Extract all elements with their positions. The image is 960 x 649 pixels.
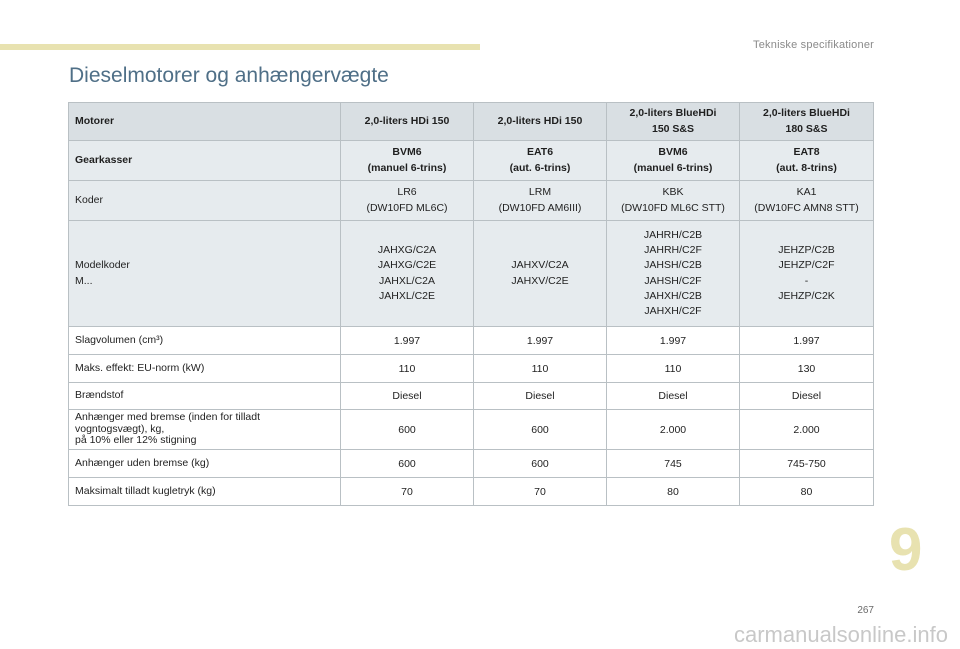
table-row xyxy=(69,327,874,355)
table-cell: Diesel xyxy=(740,383,874,410)
gearbox-row xyxy=(69,141,874,181)
table-cell: BVM6 (manuel 6-trins) xyxy=(341,141,474,181)
table-cell: 2.000 xyxy=(740,410,874,450)
watermark: carmanualsonline.info xyxy=(733,622,948,647)
table-cell: LR6 (DW10FD ML6C) xyxy=(341,181,474,221)
table-row xyxy=(69,383,874,410)
table-cell: 600 xyxy=(474,450,607,478)
header-cell: 2,0-liters HDi 150 xyxy=(341,103,474,141)
row-label: Gearkasser xyxy=(69,141,341,181)
header-label: Motorer xyxy=(69,103,341,141)
table-row xyxy=(69,355,874,383)
table-cell: 110 xyxy=(607,355,740,383)
table-cell: LRM (DW10FD AM6III) xyxy=(474,181,607,221)
table-cell: EAT8 (aut. 8-trins) xyxy=(740,141,874,181)
row-label: Anhænger med bremse (inden for tilladt vogntogsvægt), kg, på 10% eller 12% stigning xyxy=(69,410,341,450)
table-row xyxy=(69,410,874,450)
table-cell: 70 xyxy=(474,478,607,506)
row-label: Slagvolumen (cm³) xyxy=(69,327,341,355)
table-cell: Diesel xyxy=(474,383,607,410)
table-cell: 2.000 xyxy=(607,410,740,450)
table-cell: JAHRH/C2B JAHRH/C2F JAHSH/C2B JAHSH/C2F JAHXH/C2B JAHXH/C2F xyxy=(607,221,740,327)
table-cell: 110 xyxy=(474,355,607,383)
header-cell: 2,0-liters BlueHDi 150 S&S xyxy=(607,103,740,141)
table-cell: BVM6 (manuel 6-trins) xyxy=(607,141,740,181)
table-cell: 1.997 xyxy=(474,327,607,355)
table-cell: 1.997 xyxy=(607,327,740,355)
table-header-row xyxy=(69,103,874,141)
table-cell: 1.997 xyxy=(341,327,474,355)
table-cell: 745 xyxy=(607,450,740,478)
table-cell: JAHXV/C2A JAHXV/C2E xyxy=(474,221,607,327)
table-cell: 110 xyxy=(341,355,474,383)
row-label: Anhænger uden bremse (kg) xyxy=(69,450,341,478)
table-cell: 600 xyxy=(474,410,607,450)
table-cell: 130 xyxy=(740,355,874,383)
table-cell: 600 xyxy=(341,450,474,478)
page-title: Dieselmotorer og anhængervægte xyxy=(69,64,389,87)
table-cell: JAHXG/C2A JAHXG/C2E JAHXL/C2A JAHXL/C2E xyxy=(341,221,474,327)
header-cell: 2,0-liters HDi 150 xyxy=(474,103,607,141)
table-cell: Diesel xyxy=(607,383,740,410)
page-number: 267 xyxy=(857,605,874,616)
row-label: Maks. effekt: EU-norm (kW) xyxy=(69,355,341,383)
row-label: Modelkoder M... xyxy=(69,221,341,327)
header-cell: 2,0-liters BlueHDi 180 S&S xyxy=(740,103,874,141)
table-cell: 600 xyxy=(341,410,474,450)
top-accent-bar xyxy=(0,44,480,50)
table-cell: KBK (DW10FD ML6C STT) xyxy=(607,181,740,221)
table-cell: 80 xyxy=(607,478,740,506)
table-cell: 70 xyxy=(341,478,474,506)
chapter-number: 9 xyxy=(889,516,923,583)
table-cell: JEHZP/C2B JEHZP/C2F - JEHZP/C2K xyxy=(740,221,874,327)
code-row xyxy=(69,181,874,221)
table-cell: EAT6 (aut. 6-trins) xyxy=(474,141,607,181)
table-cell: Diesel xyxy=(341,383,474,410)
model-code-row xyxy=(69,221,874,327)
row-label: Maksimalt tilladt kugletryk (kg) xyxy=(69,478,341,506)
engine-spec-table xyxy=(68,102,874,506)
section-title: Tekniske specifikationer xyxy=(753,39,874,51)
table-cell: 80 xyxy=(740,478,874,506)
table-row xyxy=(69,478,874,506)
table-row xyxy=(69,450,874,478)
table-cell: KA1 (DW10FC AMN8 STT) xyxy=(740,181,874,221)
row-label: Koder xyxy=(69,181,341,221)
table-cell: 745-750 xyxy=(740,450,874,478)
row-label: Brændstof xyxy=(69,383,341,410)
table-cell: 1.997 xyxy=(740,327,874,355)
